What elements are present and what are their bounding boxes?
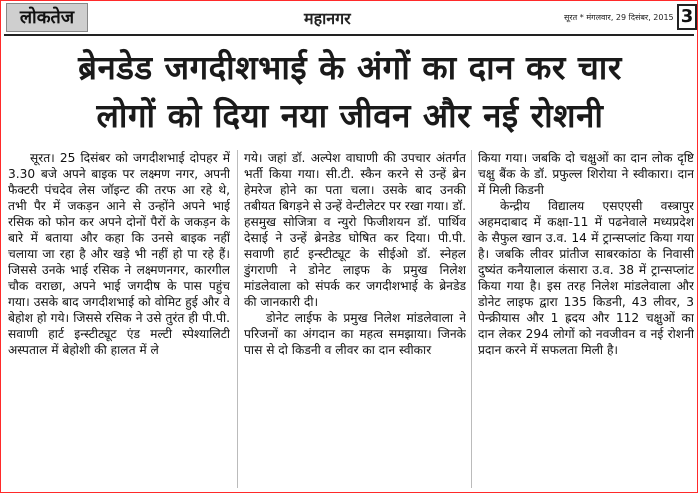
column-divider <box>237 150 238 488</box>
article-body <box>8 150 694 490</box>
paragraph: केन्द्रीय विद्यालय एसएएसी वस्त्रापुर अहमदाबाद में कक्षा-11 में पढनेवाले मध्यप्रदेश के सैफुल खान उ.व. 14 में ट्रान्सप्लांट किया गया है। जबकि लीवर प्रांतीज साबरकांठा के निवासी दुष्यंत कनैयालाल कंसारा उ.व. 38 में ट्रान्सप्लांट किया गया है। इस तरह निलेश मांडलेवाला और डोनेट लाइफ द्वारा 135 किडनी, 43 लीवर, 3 पेन्क्रीयास और 1 ह्रदय और 112 चक्षुओं का दान लेकर 294 लोगों को नवजीवन व नई रोशनी प्रदान करने में सफलता मिली है। <box>478 199 694 357</box>
paragraph: डोनेट लाईफ के प्रमुख निलेश मांडलेवाला ने परिजनों का अंगदान का महत्व समझाया। जिनके पास से दो किडनी व लीवर का दान स्वीकार <box>244 311 466 357</box>
paragraph: सूरत। 25 दिसंबर को जगदीशभाई दोपहर में 3.30 बजे अपने बाइक पर लक्ष्मण नगर, अपनी फैक्टरी पंचदेव लेस जॉइन्ट की तरफ आ रहे थे, तभी पैर में जकड़न आने से उन्होंने अपने भाई रसिक को फोन कर अपने दोनों पैरों के जकड़न के बारे में बताया और कहा कि उनसे बाइक नहीं चलाया जा रहा है और खड़े भी नहीं हो पा रहे हैं। जिससे उनके भाई रसिक ने लक्ष्मणनगर, कारगील चौक वराछा, अपने भाई जगदीष के पास पहुंच गया। उसके बाद जगदीशभाई को वोमिट हुई और वे बेहोश हो गये। जिससे रसिक ने उसे तुरंत ही पी.पी. सवाणी हार्ट इन्स्टीट्यूट एंड मल्टी स्पेश्यालिटी अस्पताल में बेहोशी की हालत में ले <box>8 151 230 357</box>
paragraph: गये। जहां डॉ. अल्पेश वाघाणी की उपचार अंतर्गत भर्ती किया गया। सी.टी. स्कैन करने से उन्हें ब्रेन हेमरेज होने का पता चला। उसके बाद उनकी तबीयत बिगड़ने से उन्हें वेन्टीलेटर पर रखा गया। डॉ. हसमुख सोजित्रा व न्युरो फिजीशयन डॉ. पार्थिव देसाई ने उन्हें ब्रेनडेड घोषित कर दिया। पी.पी. सवाणी हार्ट इन्स्टीट्यूट के सीईओ डॉ. स्नेहल डुंगराणी ने डोनेट लाइफ के प्रमुख निलेश मांडलेवाला को संपर्क कर जगदीशभाई के ब्रेनडेड की जानकारी दी। <box>244 151 466 309</box>
column-2 <box>244 150 466 488</box>
header-rule <box>4 34 694 36</box>
headline-line-1: ब्रेनडेड जगदीशभाई के अंगों का दान कर चार <box>78 48 622 87</box>
headline <box>8 44 692 140</box>
masthead <box>4 3 696 33</box>
dateline: सूरत * मंगलवार, 29 दिसंबर, 2015 <box>564 13 674 22</box>
section-title: महानगर <box>304 9 351 28</box>
paragraph: किया गया। जबकि दो चक्षुओं का दान लोक दृष्टि चक्षु बैंक के डॉ. प्रफुल्ल शिरोया ने स्वीकारा। दान में मिली किडनी <box>478 151 694 197</box>
column-3 <box>478 150 694 488</box>
newspaper-logo: लोकतेज <box>6 3 88 32</box>
column-1 <box>8 150 230 488</box>
headline-line-2: लोगों को दिया नया जीवन और नई रोशनी <box>96 96 604 135</box>
page-number: 3 <box>677 4 697 30</box>
column-divider <box>471 150 472 488</box>
